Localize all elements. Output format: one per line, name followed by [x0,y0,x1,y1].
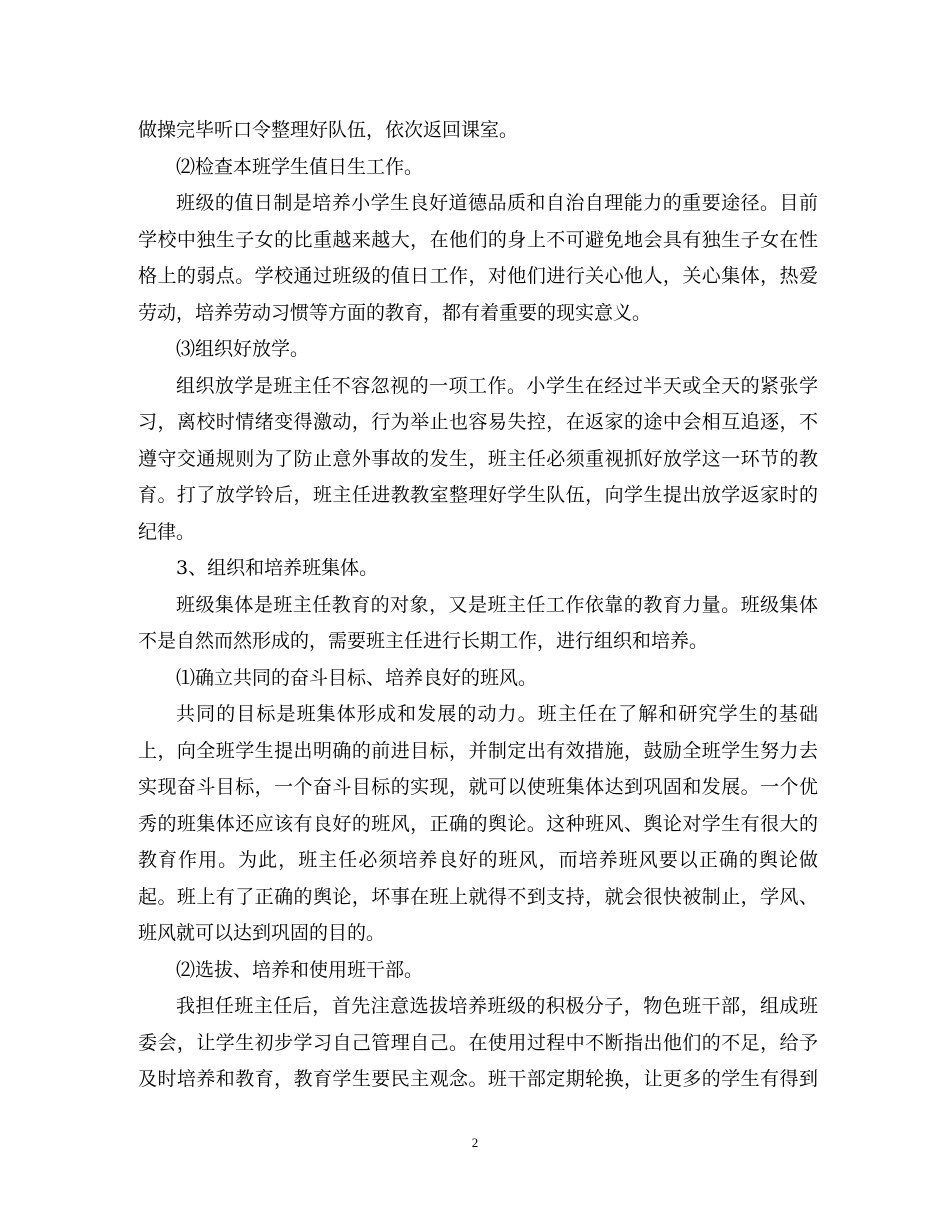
paragraph-line: 不是自然而然形成的，需要班主任进行长期工作，进行组织和培养。 [138,630,709,652]
paragraph-line: 遵守交通规则为了防止意外事故的发生，班主任必须重视抓好放学这一环节的教 [138,447,818,470]
paragraph-first-line: ⑵选拔、培养和使用班干部。 [176,958,424,981]
paragraph-line: 起。班上有了正确的舆论，坏事在班上就得不到支持，就会很快被制止，学风、 [138,885,818,908]
paragraph-line: 育。打了放学铃后，班主任进教教室整理好学生队伍，向学生提出放学返家时的 [138,484,818,506]
paragraph-line: 纪律。 [138,520,196,543]
paragraph-line: 教育作用。为此，班主任必须培养良好的班风，而培养班风要以正确的舆论做 [138,849,818,871]
page-number: 2 [471,1135,479,1150]
paragraph-first-line: ⑴确立共同的奋斗目标、培养良好的班风。 [176,666,538,689]
paragraph-line: 委会，让学生初步学习自己管理自己。在使用过程中不断指出他们的不足，给予 [138,1031,818,1054]
paragraph-line: 习，离校时情绪变得激动，行为举止也容易失控，在返家的途中会相互追逐，不 [138,411,818,433]
paragraph-line: 秀的班集体还应该有良好的班风，正确的舆论。这种班风、舆论对学生有很大的 [138,812,818,835]
paragraph-first-line: 组织放学是班主任不容忽视的一项工作。小学生在经过半天或全天的紧张学 [176,374,818,397]
paragraph-first-line: 我担任班主任后，首先注意选拔培养班级的积极分子，物色班干部，组成班 [176,995,818,1017]
paragraph-line: 学校中独生子女的比重越来越大，在他们的身上不可避免地会具有独生子女在性 [138,228,818,251]
paragraph-line: 劳动，培养劳动习惯等方面的教育，都有着重要的现实意义。 [138,301,652,324]
paragraph-line: 做操完毕听口令整理好队伍，依次返回课室。 [138,119,519,141]
paragraph-line: 班风就可以达到巩固的目的。 [138,922,386,944]
paragraph-first-line: ⑶组织好放学。 [176,338,310,360]
paragraph-first-line: ⑵检查本班学生值日生工作。 [176,155,424,178]
document-body [138,112,818,1098]
paragraph-first-line: 班级的值日制是培养小学生良好道德品质和自治自理能力的重要途径。目前 [176,192,818,214]
paragraph-first-line: 共同的目标是班集体形成和发展的动力。班主任在了解和研究学生的基础 [176,703,818,725]
paragraph-first-line: 班级集体是班主任教育的对象，又是班主任工作依靠的教育力量。班级集体 [176,593,818,616]
paragraph-line: 实现奋斗目标，一个奋斗目标的实现，就可以使班集体达到巩固和发展。一个优 [138,776,818,798]
paragraph-line: 上，向全班学生提出明确的前进目标，并制定出有效措施，鼓励全班学生努力去 [138,739,818,762]
paragraph-first-line: 3、组织和培养班集体。 [176,557,379,579]
paragraph-line: 格上的弱点。学校通过班级的值日工作，对他们进行关心他人，关心集体，热爱 [138,265,818,287]
paragraph-line: 及时培养和教育，教育学生要民主观念。班干部定期轮换，让更多的学生有得到 [138,1068,818,1090]
